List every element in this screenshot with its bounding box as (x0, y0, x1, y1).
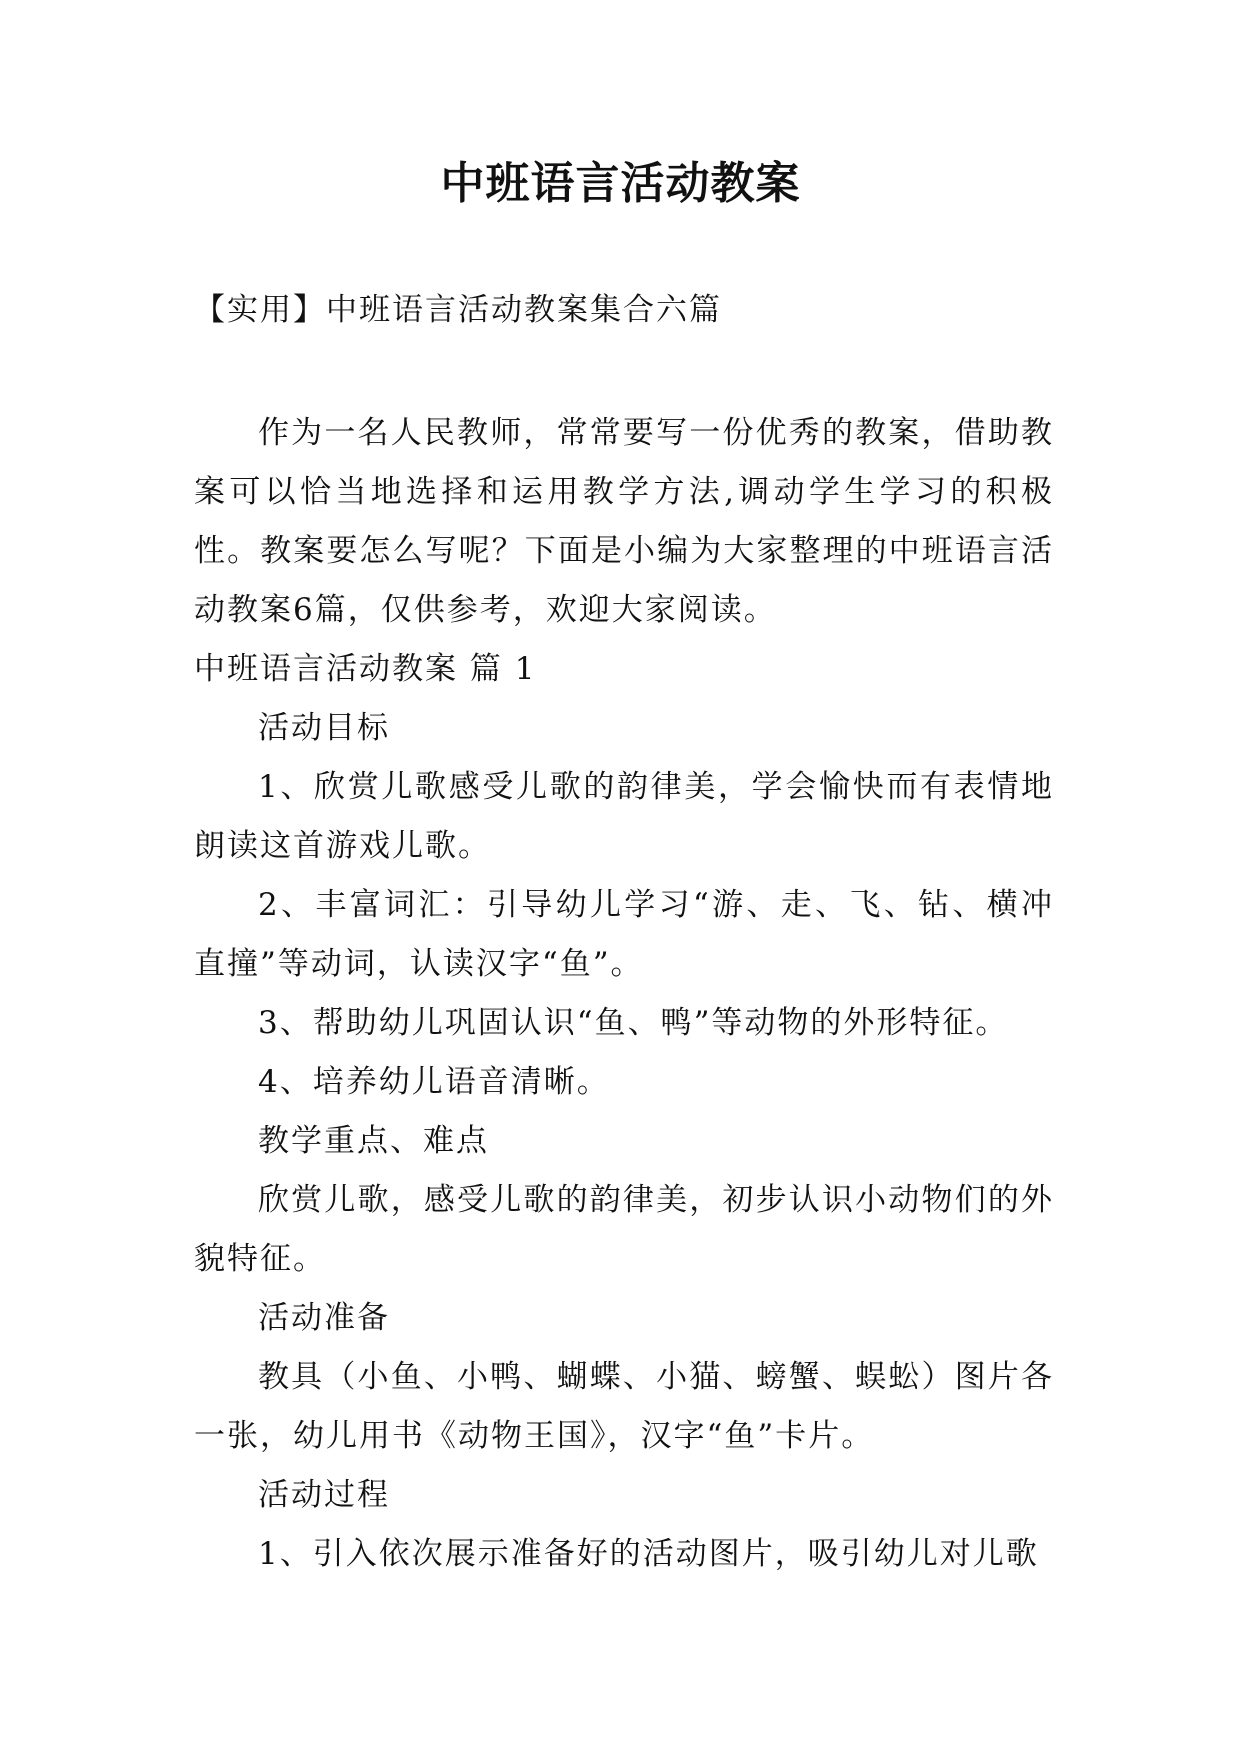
process-step-1: 1、引入依次展示准备好的活动图片，吸引幼儿对儿歌 (258, 1536, 1039, 1572)
goal-item-4: 4、培养幼儿语音清晰。 (258, 1064, 610, 1100)
process-heading: 活动过程 (258, 1477, 390, 1513)
document-title: 中班语言活动教案 (440, 158, 801, 209)
preparation-paragraph: 教具（小鱼、小鸭、蝴蝶、小猫、螃蟹、蜈蚣）图片各一张，幼儿用书《动物王国》，汉字“鱼”卡片。 (194, 1359, 1054, 1454)
goal-item-2: 2、丰富词汇：引导幼儿学习“游、走、飞、钻、横冲直撞”等动词，认读汉字“鱼”。 (194, 887, 1054, 982)
key-difficulty-paragraph: 欣赏儿歌，感受儿歌的韵律美，初步认识小动物们的外貌特征。 (194, 1182, 1054, 1277)
preparation-heading: 活动准备 (258, 1300, 390, 1336)
document-body (194, 404, 1054, 1584)
section-heading-1: 中班语言活动教案 篇 1 (194, 651, 537, 687)
goal-item-3: 3、帮助幼儿巩固认识“鱼、鸭”等动物的外形特征。 (258, 1005, 1009, 1041)
document-subtitle: 【实用】中班语言活动教案集合六篇 (194, 292, 722, 328)
activity-goals-heading: 活动目标 (258, 710, 390, 746)
key-difficulty-heading: 教学重点、难点 (258, 1123, 489, 1159)
intro-paragraph: 作为一名人民教师，常常要写一份优秀的教案，借助教案可以恰当地选择和运用教学方法,调动学生学习的积极性。教案要怎么写呢？下面是小编为大家整理的中班语言活动教案6篇，仅供参考，欢迎大家阅读。 (194, 415, 1054, 628)
goal-item-1: 1、欣赏儿歌感受儿歌的韵律美，学会愉快而有表情地朗读这首游戏儿歌。 (194, 769, 1054, 864)
